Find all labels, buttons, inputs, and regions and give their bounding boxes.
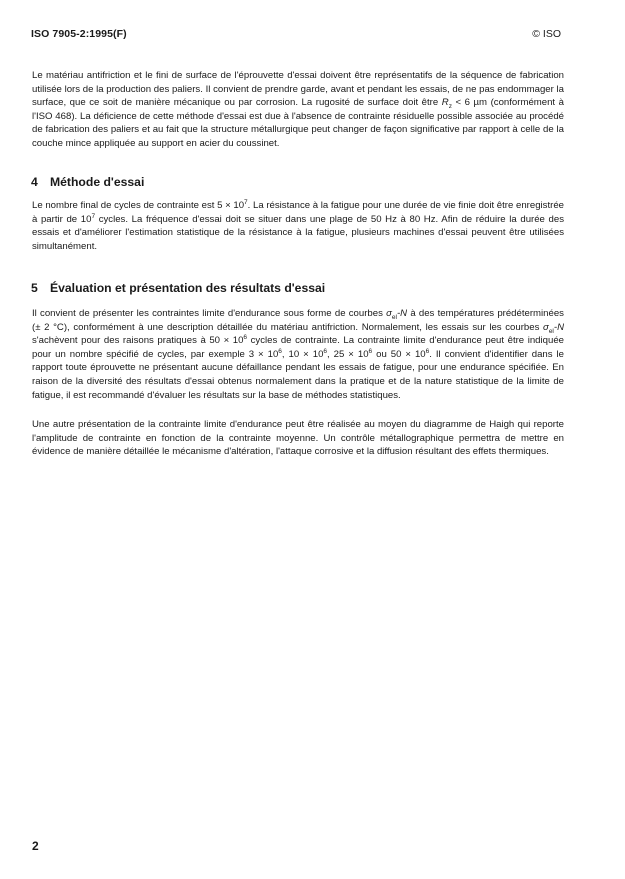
s5-text-b: à des températures prédéterminées (± 2 °C), conformément à une description détaillée du matériau antifriction. Normalement, les essais sur les courbes <box>32 308 564 333</box>
section-4-paragraph <box>32 199 564 253</box>
section-5-paragraph-1 <box>32 307 564 402</box>
section-5-paragraph-2: Une autre présentation de la contrainte limite d'endurance peut être réalisée au moyen du diagramme de Haigh qui reporte l'amplitude de contrainte en fonction de la contrainte moyenne. Un contrôle métallographique permettra de mettre en évidence de manière détaillée le mécanisme d'altération, l'attaque corrosive et la diffusion résultant des effets thermiques. <box>32 419 564 458</box>
section-5-heading <box>31 281 325 295</box>
s5-text-c: s'achèvent pour des raisons pratiques à 50 × 10 <box>32 335 244 347</box>
s5-exp-d: 6 <box>278 347 282 355</box>
s4-exp-2: 7 <box>91 212 96 220</box>
intro-text-1: Le matériau antifriction et le fini de surface de l'éprouvette d'essai doivent être représentatifs de la séquence de fabrication utilisée lors de la production des paliers. Il convient de prendre garde, avant et pendant les essais, de ne pas endommager la surface, que ce soit de manière mécanique ou par corrosion. La rugosité de surface doit être <box>32 70 564 109</box>
intro-paragraph <box>32 69 564 151</box>
s4-exp-1: 7 <box>244 198 248 206</box>
s5-exp-e: 6 <box>323 347 328 355</box>
sigma-symbol: σ <box>386 308 392 319</box>
s5-text-d: cycles de contrainte. La contrainte limite d'endurance peut être indiquée pour un nombre spécifié de cycles, par exemple 3 × 10 <box>32 335 564 360</box>
sigma-subscript-2: el <box>548 327 554 335</box>
s5-text-f: , 25 × 10 <box>327 348 369 360</box>
section-4-title: Méthode d'essai <box>50 175 145 189</box>
s5-text-h: . Il convient d'identifier dans le rapport toute éprouvette ne présentant aucune défaillance pendant les essais de fatigue, pour une endurance spécifiée. En raison de la diversité des résultats d'essai obtenus normalement dans la pratique et de la nature statistique de la limite de fatigue, il est recommandé d'évaluer les résultats sur la base de méthodes statistiques. <box>32 348 564 401</box>
s5-text-g: ou 50 × 10 <box>372 348 426 360</box>
page-number: 2 <box>32 839 39 853</box>
s4-text-3: cycles. La fréquence d'essai doit se situer dans une plage de 50 Hz à 80 Hz. Afin de réduire la durée des essais et d'améliorer l'estimation statistique de la résistance à la fatigue, plusieurs machines d'essai peuvent être utilisées simultanément. <box>32 213 564 252</box>
s5-exp-f: 6 <box>368 347 373 355</box>
section-5-title: Évaluation et présentation des résultats d'essai <box>50 281 326 295</box>
s5-exp-c: 6 <box>243 334 248 341</box>
sigma-subscript: el <box>391 313 397 321</box>
s5-text-e: , 10 × 10 <box>281 348 324 360</box>
s4-text-1: Le nombre final de cycles de contrainte est 5 × 10 <box>32 200 245 211</box>
section-4-number: 4 <box>31 175 38 189</box>
sigma-symbol-2: σ <box>543 321 549 333</box>
s5-text-a: Il convient de présenter les contraintes limite d'endurance sous forme de courbes <box>32 308 387 319</box>
standard-id: ISO 7905-2:1995(F) <box>31 28 127 40</box>
n-symbol-2: -N <box>553 321 564 333</box>
s4-text-2: . La résistance à la fatigue pour une durée de vie finie doit être enregistrée à partir de 10 <box>32 200 564 225</box>
s5-exp-g: 6 <box>425 347 430 355</box>
n-symbol: -N <box>396 308 408 319</box>
section-5-number: 5 <box>31 281 38 295</box>
copyright-mark: © ISO <box>532 28 561 40</box>
intro-text-2: < 6 µm (conformément à l'ISO 468). La déficience de cette méthode d'essai est due à l'absence de contrainte résiduelle possible associée au procédé de fabrication des paliers et au fait que la structure métallurgique peut changer de façon significative par rapport à celle de la couche mince appliquée au support en acier du coussinet. <box>32 97 564 149</box>
rz-subscript: z <box>448 103 452 111</box>
rz-symbol: R <box>441 97 449 109</box>
section-4-heading <box>31 175 144 189</box>
